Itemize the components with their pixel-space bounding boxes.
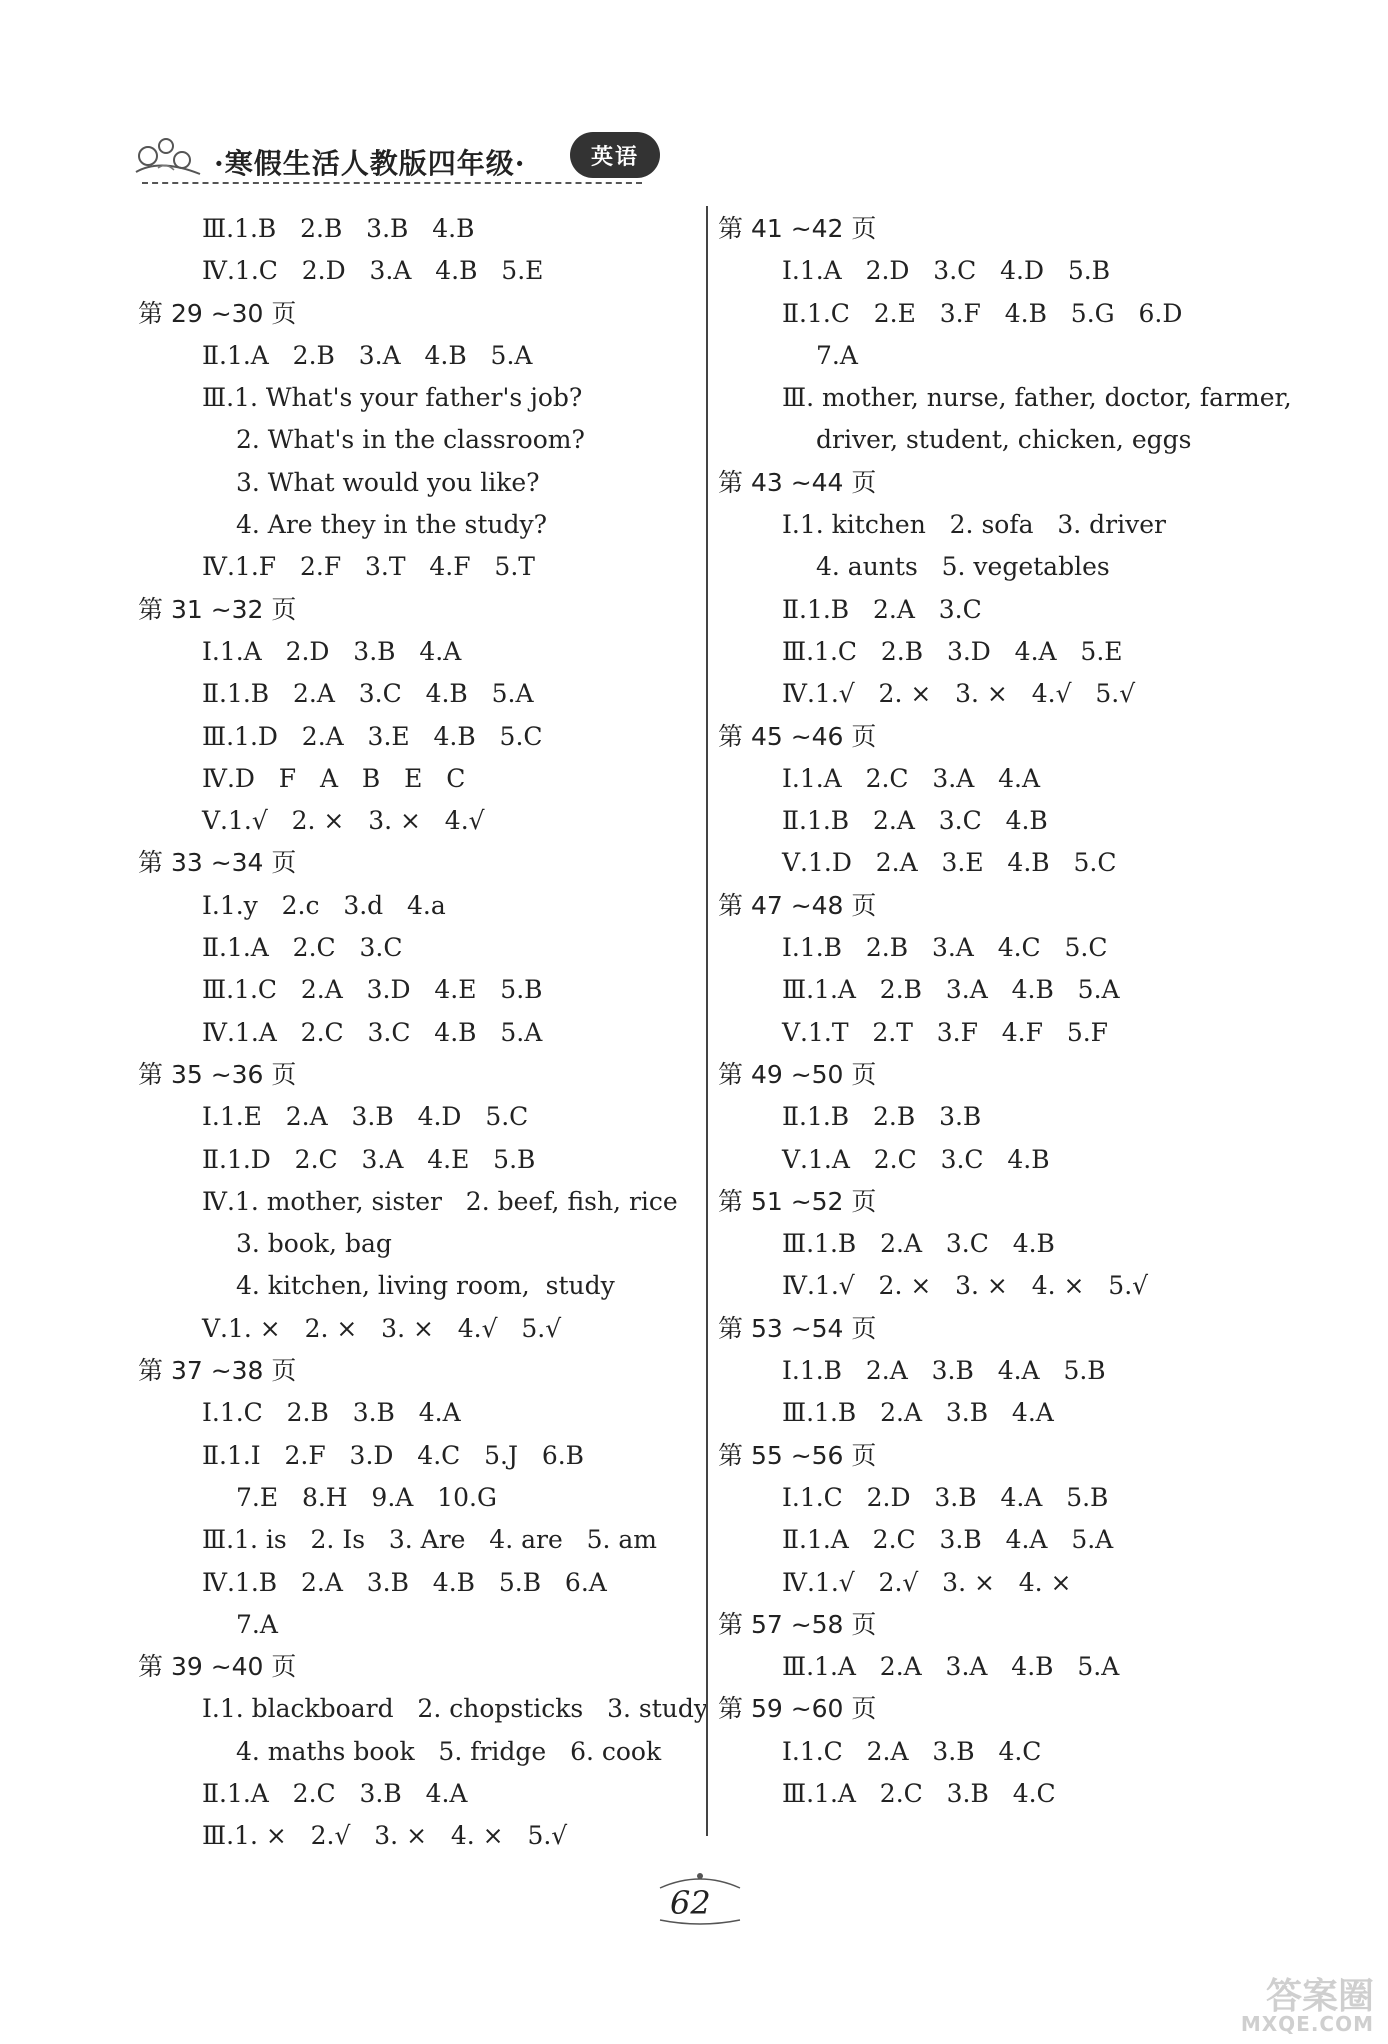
answer-line: Ⅲ.1.C 2.A 3.D 4.E 5.B	[202, 975, 543, 1005]
answer-line: Ⅱ.1.C 2.E 3.F 4.B 5.G 6.D	[782, 298, 1183, 328]
section-heading: 第 33 ~34 页	[138, 848, 297, 878]
section-heading: 第 57 ~58 页	[718, 1609, 877, 1639]
section-heading: 第 47 ~48 页	[718, 890, 877, 920]
section-heading: 第 31 ~32 页	[138, 594, 297, 624]
answer-line: Ⅲ.1.C 2.B 3.D 4.A 5.E	[782, 636, 1123, 666]
section-heading: 第 53 ~54 页	[718, 1313, 877, 1343]
right-answer-column	[718, 208, 1298, 1815]
watermark-url: MXQE.COM	[1240, 2012, 1374, 2036]
answer-line: Ⅳ.1.F 2.F 3.T 4.F 5.T	[202, 552, 535, 582]
section-heading: 第 37 ~38 页	[138, 1356, 297, 1386]
answer-line: Ⅴ.1.A 2.C 3.C 4.B	[782, 1144, 1050, 1174]
answer-line: Ⅳ.1. mother, sister 2. beef, fish, rice	[202, 1186, 678, 1216]
answer-line: Ⅱ.1.B 2.A 3.C 4.B	[782, 806, 1048, 836]
answer-line: 2. What's in the classroom?	[236, 425, 585, 455]
answer-line: Ⅲ.1.B 2.B 3.B 4.B	[202, 214, 475, 243]
answer-line: Ⅱ.1.B 2.A 3.C 4.B 5.A	[202, 679, 534, 709]
subject-badge: 英语	[570, 132, 660, 178]
answer-line: Ⅴ.1.T 2.T 3.F 4.F 5.F	[782, 1017, 1109, 1047]
answer-line: Ⅰ.1. blackboard 2. chopsticks 3. study	[202, 1694, 708, 1724]
answer-line: Ⅳ.1.√ 2. × 3. × 4.√ 5.√	[782, 679, 1136, 709]
watermark-text: 答案圈	[1265, 1976, 1374, 2017]
answer-line: Ⅱ.1.A 2.C 3.B 4.A	[202, 1778, 468, 1808]
answer-line: Ⅲ.1. What's your father's job?	[202, 383, 583, 413]
answer-line: Ⅲ.1.B 2.A 3.B 4.A	[782, 1398, 1054, 1428]
answer-line: Ⅰ.1.E 2.A 3.B 4.D 5.C	[202, 1102, 529, 1132]
answer-line: Ⅱ.1.A 2.C 3.B 4.A 5.A	[782, 1525, 1114, 1555]
answer-line: Ⅲ.1. is 2. Is 3. Are 4. are 5. am	[202, 1525, 658, 1555]
answer-line: Ⅴ.1. × 2. × 3. × 4.√ 5.√	[202, 1313, 562, 1343]
answer-line: Ⅰ.1.B 2.A 3.B 4.A 5.B	[782, 1356, 1106, 1386]
left-answer-column	[138, 208, 708, 1858]
section-heading: 第 55 ~56 页	[718, 1440, 877, 1470]
answer-line: Ⅲ. mother, nurse, father, doctor, farmer,	[782, 383, 1292, 413]
answer-line: Ⅲ.1.D 2.A 3.E 4.B 5.C	[202, 721, 543, 751]
answer-line: Ⅳ.1.√ 2. × 3. × 4. × 5.√	[782, 1271, 1149, 1301]
answer-line: Ⅲ.1.A 2.C 3.B 4.C	[782, 1778, 1056, 1808]
page-number: 62	[670, 1884, 711, 1922]
answer-line: Ⅴ.1.√ 2. × 3. × 4.√	[202, 806, 485, 836]
answer-line: Ⅳ.1.B 2.A 3.B 4.B 5.B 6.A	[202, 1567, 607, 1597]
answer-line: Ⅴ.1.D 2.A 3.E 4.B 5.C	[782, 848, 1117, 878]
answer-line: Ⅱ.1.B 2.B 3.B	[782, 1102, 982, 1132]
answer-line: Ⅰ.1.A 2.C 3.A 4.A	[782, 763, 1041, 793]
answer-line: 4. maths book 5. fridge 6. cook	[236, 1736, 662, 1766]
answer-line: Ⅳ.1.A 2.C 3.C 4.B 5.A	[202, 1017, 543, 1047]
answer-line: 3. book, bag	[236, 1229, 392, 1259]
answer-line: Ⅱ.1.A 2.B 3.A 4.B 5.A	[202, 340, 533, 370]
answer-line: 4. kitchen, living room, study	[236, 1271, 615, 1301]
answer-line: Ⅱ.1.A 2.C 3.C	[202, 933, 403, 963]
flower-decoration-icon	[130, 128, 210, 184]
section-heading: 第 51 ~52 页	[718, 1186, 877, 1216]
answer-line: Ⅲ.1.B 2.A 3.C 4.B	[782, 1229, 1055, 1259]
column-divider	[706, 206, 708, 1836]
answer-line: Ⅳ.1.C 2.D 3.A 4.B 5.E	[202, 256, 544, 286]
section-heading: 第 45 ~46 页	[718, 721, 877, 751]
answer-line: driver, student, chicken, eggs	[816, 425, 1192, 455]
answer-line: Ⅰ.1.A 2.D 3.C 4.D 5.B	[782, 256, 1111, 286]
answer-line: Ⅱ.1.D 2.C 3.A 4.E 5.B	[202, 1144, 536, 1174]
answer-line: 4. Are they in the study?	[236, 510, 547, 540]
answer-line: 7.E 8.H 9.A 10.G	[236, 1482, 497, 1512]
answer-line: Ⅱ.1.I 2.F 3.D 4.C 5.J 6.B	[202, 1440, 585, 1470]
page-header	[130, 128, 650, 184]
header-divider	[142, 182, 642, 184]
answer-line: Ⅳ.D F A B E C	[202, 763, 466, 793]
answer-line: Ⅰ.1.C 2.A 3.B 4.C	[782, 1736, 1042, 1766]
answer-line: Ⅲ.1. × 2.√ 3. × 4. × 5.√	[202, 1821, 568, 1851]
answer-line: Ⅰ.1. kitchen 2. sofa 3. driver	[782, 510, 1166, 540]
answer-line: Ⅰ.1.C 2.D 3.B 4.A 5.B	[782, 1482, 1109, 1512]
answer-line: 7.A	[236, 1609, 278, 1639]
answer-line: 4. aunts 5. vegetables	[816, 552, 1110, 582]
answer-line: Ⅰ.1.y 2.c 3.d 4.a	[202, 890, 446, 920]
answer-line: Ⅱ.1.B 2.A 3.C	[782, 594, 982, 624]
section-heading: 第 59 ~60 页	[718, 1694, 877, 1724]
page-footer	[650, 1868, 750, 1928]
answer-line: Ⅰ.1.B 2.B 3.A 4.C 5.C	[782, 933, 1108, 963]
section-heading: 第 41 ~42 页	[718, 214, 877, 243]
section-heading: 第 43 ~44 页	[718, 467, 877, 497]
section-heading: 第 49 ~50 页	[718, 1059, 877, 1089]
section-heading: 第 35 ~36 页	[138, 1059, 297, 1089]
answer-line: Ⅲ.1.A 2.B 3.A 4.B 5.A	[782, 975, 1120, 1005]
section-heading: 第 29 ~30 页	[138, 298, 297, 328]
answer-line: 7.A	[816, 340, 858, 370]
book-title: ·寒假生活人教版四年级·	[214, 147, 526, 180]
answer-line: 3. What would you like?	[236, 467, 540, 497]
answer-line: Ⅳ.1.√ 2.√ 3. × 4. ×	[782, 1567, 1072, 1597]
answer-line: Ⅰ.1.A 2.D 3.B 4.A	[202, 636, 462, 666]
answer-line: Ⅲ.1.A 2.A 3.A 4.B 5.A	[782, 1652, 1120, 1682]
answer-line: Ⅰ.1.C 2.B 3.B 4.A	[202, 1398, 461, 1428]
section-heading: 第 39 ~40 页	[138, 1652, 297, 1682]
watermark	[1180, 1968, 1380, 2038]
